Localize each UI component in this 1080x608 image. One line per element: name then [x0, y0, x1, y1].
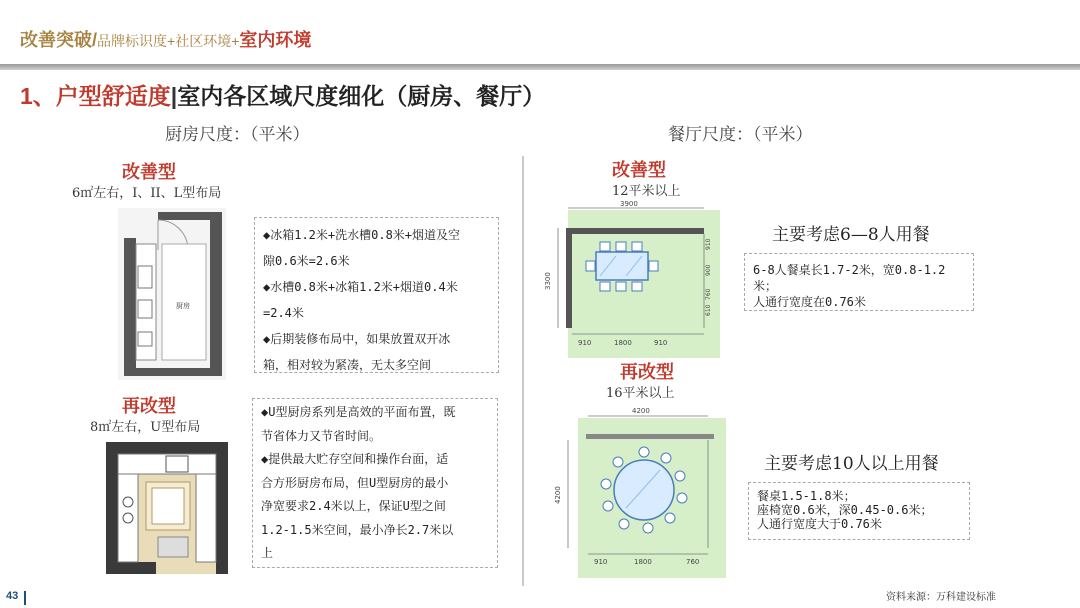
- dim-r4: 610: [705, 304, 712, 316]
- header-part2: 品牌标识度+社区环境+: [97, 33, 240, 49]
- kitchen-note-line: ◆冰箱1.2米+洗水槽0.8米+烟道及空: [263, 228, 461, 242]
- dim-r1: 910: [705, 238, 712, 250]
- dim-b3: 910: [654, 339, 668, 347]
- kitchen-note-line: ◆后期装修布局中，如果放置双开冰: [263, 332, 451, 346]
- dining-note-line: 座椅宽0.6米，深0.45-0.6米；: [757, 503, 933, 517]
- dining-type2-label: 再改型: [620, 362, 674, 383]
- dining-type2-caption: 16平米以上: [606, 386, 675, 401]
- kitchen-note-line: 箱，相对较为紧凑，无太多空间: [263, 358, 432, 372]
- title-number: 1、: [20, 83, 56, 109]
- kitchen-note-line: 隙0.6米=2.6米: [263, 254, 350, 268]
- kitchen-note-line: 上: [261, 546, 274, 560]
- kitchen-type2-caption: 8㎡左右，U型布局: [90, 420, 201, 435]
- kitchen-note-line: 1.2-1.5米空间，最小净长2.7米以: [261, 522, 454, 537]
- dining-note-box-1: [744, 253, 974, 311]
- dining-note-line: 人通行宽度在0.76米: [753, 295, 866, 309]
- dim-top: 3900: [620, 200, 638, 208]
- kitchen-note-line: ◆水槽0.8米+冰箱1.2米+烟道0.4米: [263, 280, 458, 294]
- kitchen-type1-label: 改善型: [122, 162, 176, 183]
- kitchen-note-line: =2.4米: [263, 306, 304, 320]
- source-note: 资料来源：万科建设标准: [886, 592, 996, 603]
- header-part3: 室内环境: [239, 30, 312, 50]
- kitchen-type1-caption: 6㎡左右，I、II、L型布局: [72, 186, 222, 201]
- kitchen-note-line: 合方形厨房布局，但U型厨房的最小: [261, 475, 449, 490]
- dining-note-line: 餐桌1.5-1.8米；: [757, 489, 856, 503]
- header-divider: [0, 64, 1080, 70]
- kitchen-plan-1: [118, 208, 226, 380]
- kitchen-room-label: 厨房: [176, 302, 190, 310]
- dining-plan-2: [548, 404, 726, 578]
- column-divider: [522, 156, 524, 586]
- kitchen-heading: 厨房尺度：（平米）: [165, 125, 310, 145]
- dining-note-line: 6-8人餐桌长1.7-2米，宽0.8-1.2米；: [753, 263, 946, 293]
- kitchen-note-box-1: [254, 217, 499, 373]
- section-header: [20, 26, 311, 52]
- dining-type1-caption: 12平米以上: [612, 184, 681, 199]
- dining-note-box-2: [748, 482, 970, 540]
- kitchen-note-line: ◆提供最大贮存空间和操作台面，适: [261, 452, 449, 466]
- dim-top: 4200: [632, 407, 650, 415]
- dim-left: 3300: [544, 272, 552, 290]
- page-title: [20, 78, 545, 111]
- kitchen-note-line: 净宽要求2.4米以上，保证U型之间: [261, 499, 446, 513]
- title-separator: |: [170, 83, 178, 109]
- dining-note-line: 人通行宽度大于0.76米: [757, 517, 882, 531]
- dining-type1-label: 改善型: [612, 160, 666, 181]
- kitchen-type2-label: 再改型: [122, 396, 176, 417]
- dim-left: 4200: [554, 486, 562, 504]
- dim-b2: 1800: [614, 339, 632, 347]
- title-rest: 室内各区域尺度细化（厨房、餐厅）: [177, 83, 546, 109]
- kitchen-note-box-2: [252, 398, 498, 568]
- kitchen-plan-2: [106, 442, 228, 574]
- kitchen-note-line: 节省体力又节省时间。: [261, 428, 382, 443]
- dim-b1: 910: [594, 558, 608, 566]
- dining-type2-consider: 主要考虑10人以上用餐: [764, 454, 939, 474]
- dining-plan-1: [538, 200, 720, 358]
- dim-r2: 900: [705, 264, 712, 276]
- title-highlight: 户型舒适度: [55, 83, 171, 109]
- dim-b2: 1800: [634, 558, 652, 566]
- page-number: 43: [6, 590, 19, 602]
- dim-b3: 760: [686, 558, 700, 566]
- dim-r3: 760: [705, 288, 712, 300]
- dim-b1: 910: [578, 339, 592, 347]
- header-part1: 改善突破/: [20, 30, 98, 50]
- kitchen-note-line: ◆U型厨房系列是高效的平面布置，既: [261, 405, 456, 419]
- dining-heading: 餐厅尺度：（平米）: [668, 125, 813, 145]
- page-number-bar: [24, 591, 26, 605]
- dining-type1-consider: 主要考虑6—8人用餐: [772, 225, 930, 245]
